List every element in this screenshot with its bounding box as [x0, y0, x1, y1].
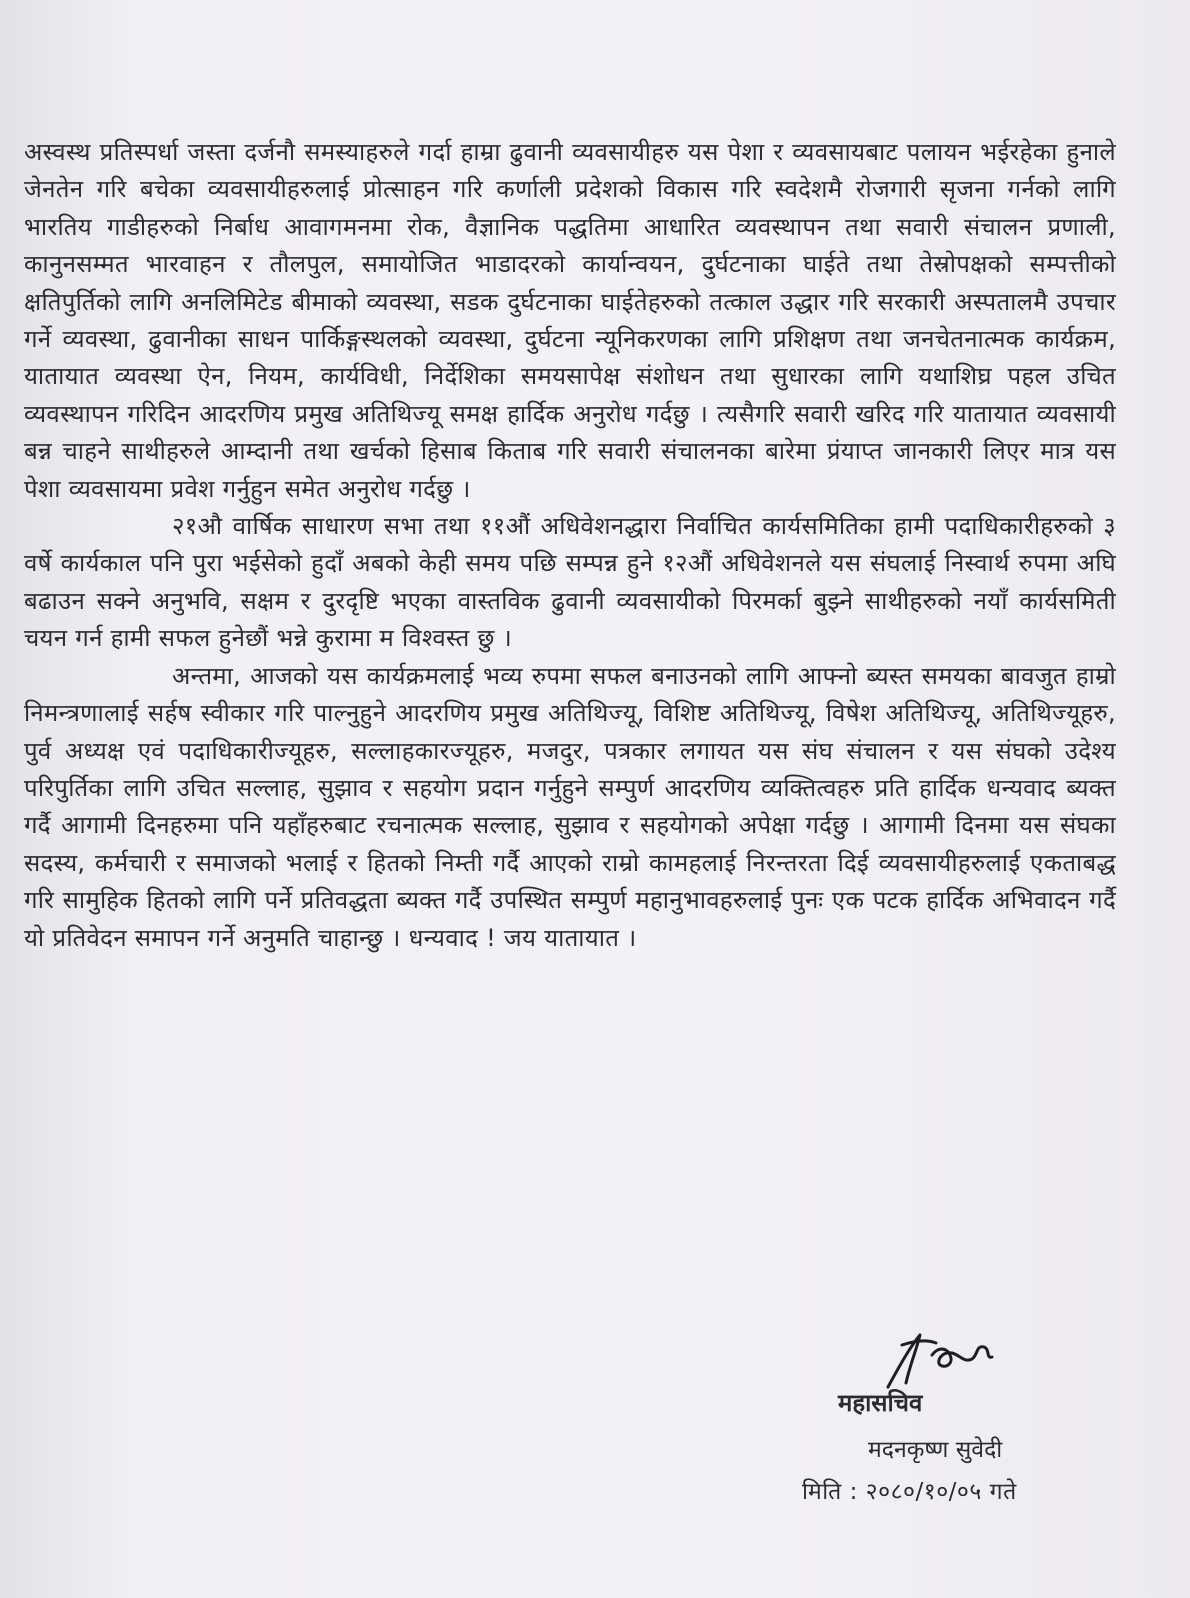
report-body: [24, 134, 1116, 957]
date-line: मिति : २०८०/१०/०५ गते: [802, 1479, 1017, 1505]
designation: महासचिव: [838, 1389, 923, 1417]
paragraph-election: २१औ वार्षिक साधारण सभा तथा ११औं अधिवेशनद्धारा निर्वाचित कार्यसमितिका हामी पदाधिकारीहरुको ३ वर्षे कार्यकाल पनि पुरा भईसेको हुदाँ अबको केही समय पछि सम्पन्न हुने १२औं अधिवेशनले यस संघलाई निस्वार्थ रुपमा अघि बढाउन सक्ने अनुभवि, सक्षम र दुरदृष्टि भएका वास्तविक ढुवानी व्यवसायीको पिरमर्का बुझ्ने साथीहरुको नयाँ कार्यसमिती चयन गर्न हामी सफल हुनेछौं भन्ने कुरामा म विश्वस्त छु ।: [24, 512, 1116, 653]
paragraph-closing: अन्तमा, आजको यस कार्यक्रमलाई भव्य रुपमा सफल बनाउनको लागि आफ्नो ब्यस्त समयका बावजुत हाम्रो निमन्त्रणालाई सर्हष स्वीकार गरि पाल्नुहुने आदरणिय प्रमुख अतिथिज्यू, विशिष्ट अतिथिज्यू, विषेश अतिथिज्यू, अतिथिज्यूहरु, पुर्व अध्यक्ष एवं पदाधिकारीज्यूहरु, सल्लाहकारज्यूहरु, मजदुर, पत्रकार लगायत यस संघ संचालन र यस संघको उदेश्य परिपुर्तिका लागि उचित सल्लाह, सुझाव र सहयोग प्रदान गर्नुहुने सम्पुर्ण आदरणिय व्यक्तित्वहरु प्रति हार्दिक धन्यवाद ब्यक्त गर्दै आगामी दिनहरुमा पनि यहाँहरुबाट रचनात्मक सल्लाह, सुझाव र सहयोगको अपेक्षा गर्दछु । आगामी दिनमा यस संघका सदस्य, कर्मचारी र समाजको भलाई र हितको निम्ती गर्दै आएको राम्रो कामहलाई निरन्तरता दिई व्यवसायीहरुलाई एकताबद्ध गरि सामुहिक हितको लागि पर्ने प्रतिवद्धता ब्यक्त गर्दै उपस्थित सम्पुर्ण महानुभावहरुलाई पुनः एक पटक हार्दिक अभिवादन गर्दै यो प्रतिवेदन समापन गर्ने अनुमति चाहान्छु । धन्यवाद ! जय यातायात ।: [24, 661, 1116, 952]
signatory-name: मदनकृष्ण सुवेदी: [868, 1437, 1003, 1463]
paragraph-demands: अस्वस्थ प्रतिस्पर्धा जस्ता दर्जनौ समस्याहरुले गर्दा हाम्रा ढुवानी व्यवसायीहरु यस पेशा र व्यवसायबाट पलायन भईरहेका हुनाले जेनतेन गरि बचेका व्यवसायीहरुलाई प्रोत्साहन गरि कर्णाली प्रदेशको विकास गरि स्वदेशमै रोजगारी सृजना गर्नको लागि भारतिय गाडीहरुको निर्बाध आवागमनमा रोक, वैज्ञानिक पद्धतिमा आधारित व्यवस्थापन तथा सवारी संचालन प्रणाली, कानुनसम्मत भारवाहन र तौलपुल, समायोजित भाडादरको कार्यान्वयन, दुर्घटनाका घाईते तथा तेस्रोपक्षको सम्पत्तीको क्षतिपुर्तिको लागि अनलिमिटेड बीमाको व्यवस्था, सडक दुर्घटनाका घाईतेहरुको तत्काल उद्धार गरि सरकारी अस्पतालमै उपचार गर्ने व्यवस्था, ढुवानीका साधन पार्किङ्गस्थलको व्यवस्था, दुर्घटना न्यूनिकरणका लागि प्रशिक्षण तथा जनचेतनात्मक कार्यक्रम, यातायात व्यवस्था ऐन, नियम, कार्यविधी, निर्देशिका समयसापेक्ष संशोधन तथा सुधारका लागि यथाशिघ्र पहल उचित व्यवस्थापन गरिदिन आदरणिय प्रमुख अतिथिज्यू समक्ष हार्दिक अनुरोध गर्दछु । त्यसैगरि सवारी खरिद गरि यातायात व्यवसायी बन्न चाहने साथीहरुले आम्दानी तथा खर्चको हिसाब किताब गरि सवारी संचालनका बारेमा प्रंयाप्त जानकारी लिएर मात्र यस पेशा व्यवसायमा प्रवेश गर्नुहुन समेत अनुरोध गर्दछु ।: [24, 138, 1116, 503]
handwritten-signature: [880, 1325, 1010, 1395]
